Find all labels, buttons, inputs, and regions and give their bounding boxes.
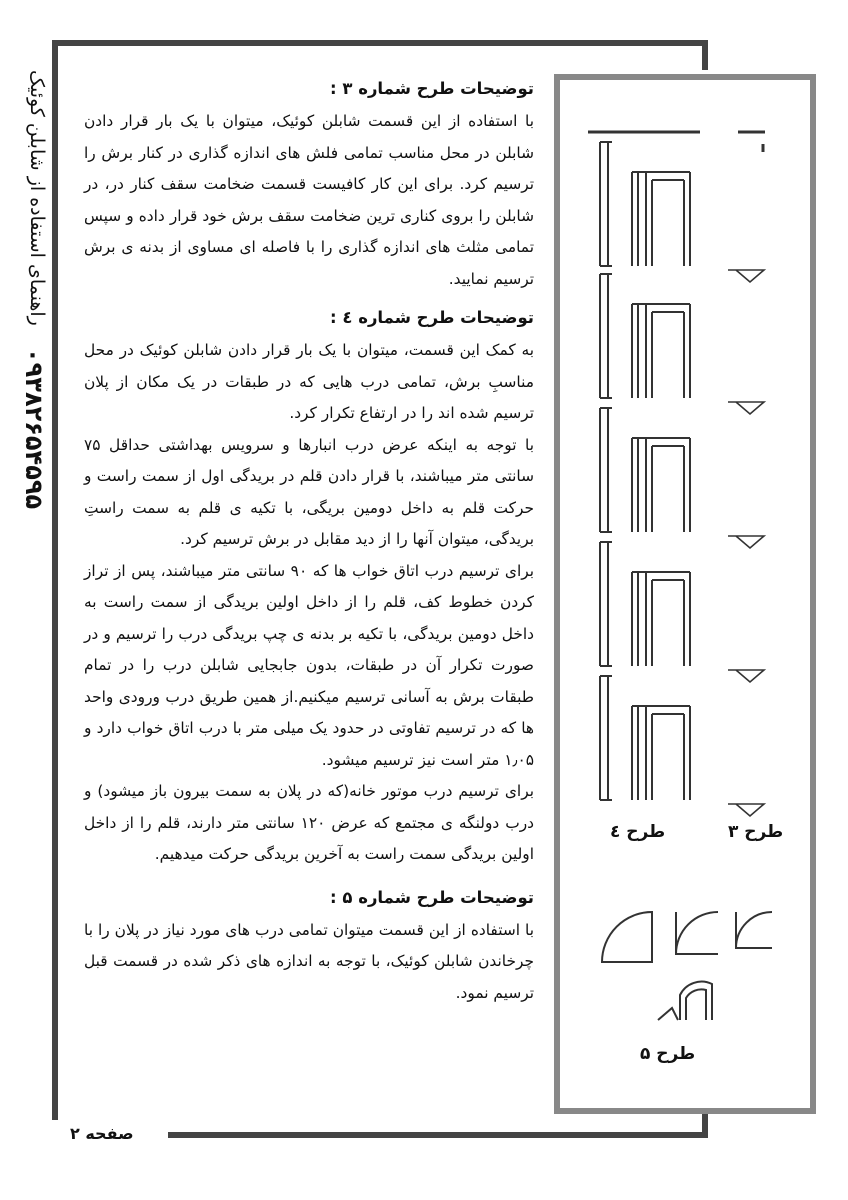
plan-door-double-leaf: [658, 982, 712, 1020]
dimension-triangle-5: [728, 804, 764, 816]
frame-right-stub: [702, 40, 708, 70]
label-design-5: طرح ۵: [640, 1044, 696, 1064]
door-elevation-3: [600, 408, 690, 532]
page-number: صفحه ۲: [70, 1124, 134, 1143]
frame-bottom-line: [168, 1132, 708, 1138]
section-paragraph: با توجه به اینکه عرض درب انبارها و سرویس بهداشتی حداقل ۷۵ سانتی متر میباشند، با قرار دادن قلم در بریدگی اول از سمت راست و حرکت قلم به داخل دومین بریگی، با تکیه ی قلم به سمت راستِ بریدگی، میتوان آنها را از دید مقابل در برش ترسیم کرد.: [84, 435, 534, 548]
section-heading: توضیحات طرح شماره ۵ :: [330, 887, 534, 907]
sidebar-phone: ۰۹۳۸۲۶۵۴۵۹۵: [20, 348, 48, 510]
section-paragraph: با استفاده از این قسمت میتوان تمامی درب های مورد نیاز در پلان را با چرخاندن شابلن کوئیک، با توجه به اندازه های ذکر شده در قسمت قبل ترسیم نمود.: [84, 920, 534, 1002]
plan-door-arcs: [602, 912, 772, 1020]
dimension-triangle-4: [728, 670, 764, 682]
door-elevation-4: [600, 542, 690, 666]
door-elevation-5: [600, 676, 690, 800]
section-design-3: [84, 72, 534, 295]
plan-door-arc-large: [602, 912, 652, 962]
section-paragraph: برای ترسیم درب موتور خانه(که در پلان به سمت بیرون باز میشود) و درب دولنگه ی مجتمع که عرض ۱۲۰ سانتی متر دارند، قلم را از داخل اولین بریدگی سمت راست به آخرین بریدگی حرکت میدهیم.: [84, 782, 534, 863]
plan-door-arc-small: [736, 912, 772, 948]
dimension-triangle-2: [728, 402, 764, 414]
frame-top-line: [52, 40, 708, 46]
door-elevation-2: [600, 274, 690, 398]
sidebar-title: راهنمای استفاده از شابلن کوئیک: [26, 70, 48, 326]
main-text-column: [84, 72, 534, 1015]
label-design-4: طرح ٤: [610, 822, 666, 842]
frame-left-line: [52, 40, 58, 1120]
stencil-drawing: [560, 80, 810, 1108]
plan-door-arc-medium: [676, 912, 718, 954]
section-paragraph: به کمک این قسمت، میتوان با یک بار قرار دادن شابلن کوئیک در محل مناسبِ برش، تمامی درب هایی که در طبقات در یک مکان از پلان ترسیم شده اند را در ارتفاع تکرار کرد.: [84, 341, 534, 422]
dimension-triangle-3: [728, 536, 764, 548]
section-heading: توضیحات طرح شماره ٤ :: [330, 308, 534, 327]
section-heading: توضیحات طرح شماره ۳ :: [330, 79, 534, 98]
section-paragraph: برای ترسیم درب اتاق خواب ها که ۹۰ سانتی متر میباشند، پس از تراز کردن خطوط کف، قلم را از داخل اولین بریدگی از سمت راست به داخل دومین بریدگی، با تکیه بر بدنه ی چپ بریدگی درب را ترسیم و در صورت تکرار آن در طبقات، بدون جابجایی شابلن درب را در تمام طبقات برش به آسانی ترسیم میکنیم.از همین طریق درب ورودی واحد ها که در ترسیم تفاوتی در حدود یک میلی متر با درب اتاق خواب دارد و ۱٫۰۵ متر است نیز ترسیم میشود.: [84, 561, 534, 769]
section-design-5: [84, 881, 534, 1010]
dimension-triangle-1: [728, 270, 764, 282]
dimension-triangle-group: [728, 270, 764, 816]
stencil-diagram-panel: [554, 74, 816, 1114]
label-design-3: طرح ۳: [728, 822, 784, 842]
door-elevation-group: [600, 142, 690, 800]
section-design-4: [84, 301, 534, 871]
section-paragraph: با استفاده از این قسمت شابلن کوئیک، میتوان با یک بار قرار دادن شابلن در محل مناسب تمامی فلش های اندازه گذاری در کنار برش را ترسیم کرد. برای این کار کافیست قسمت ضخامت سقف کنار در، در شابلن را بروی کناری ترین ضخامت سقف برش خود قرار داده و سپس تمامی مثلث های اندازه گذاری را با فاصله ای مساوی از بدنه ی برش ترسیم نمایید.: [84, 112, 534, 288]
door-elevation-1: [600, 142, 690, 266]
